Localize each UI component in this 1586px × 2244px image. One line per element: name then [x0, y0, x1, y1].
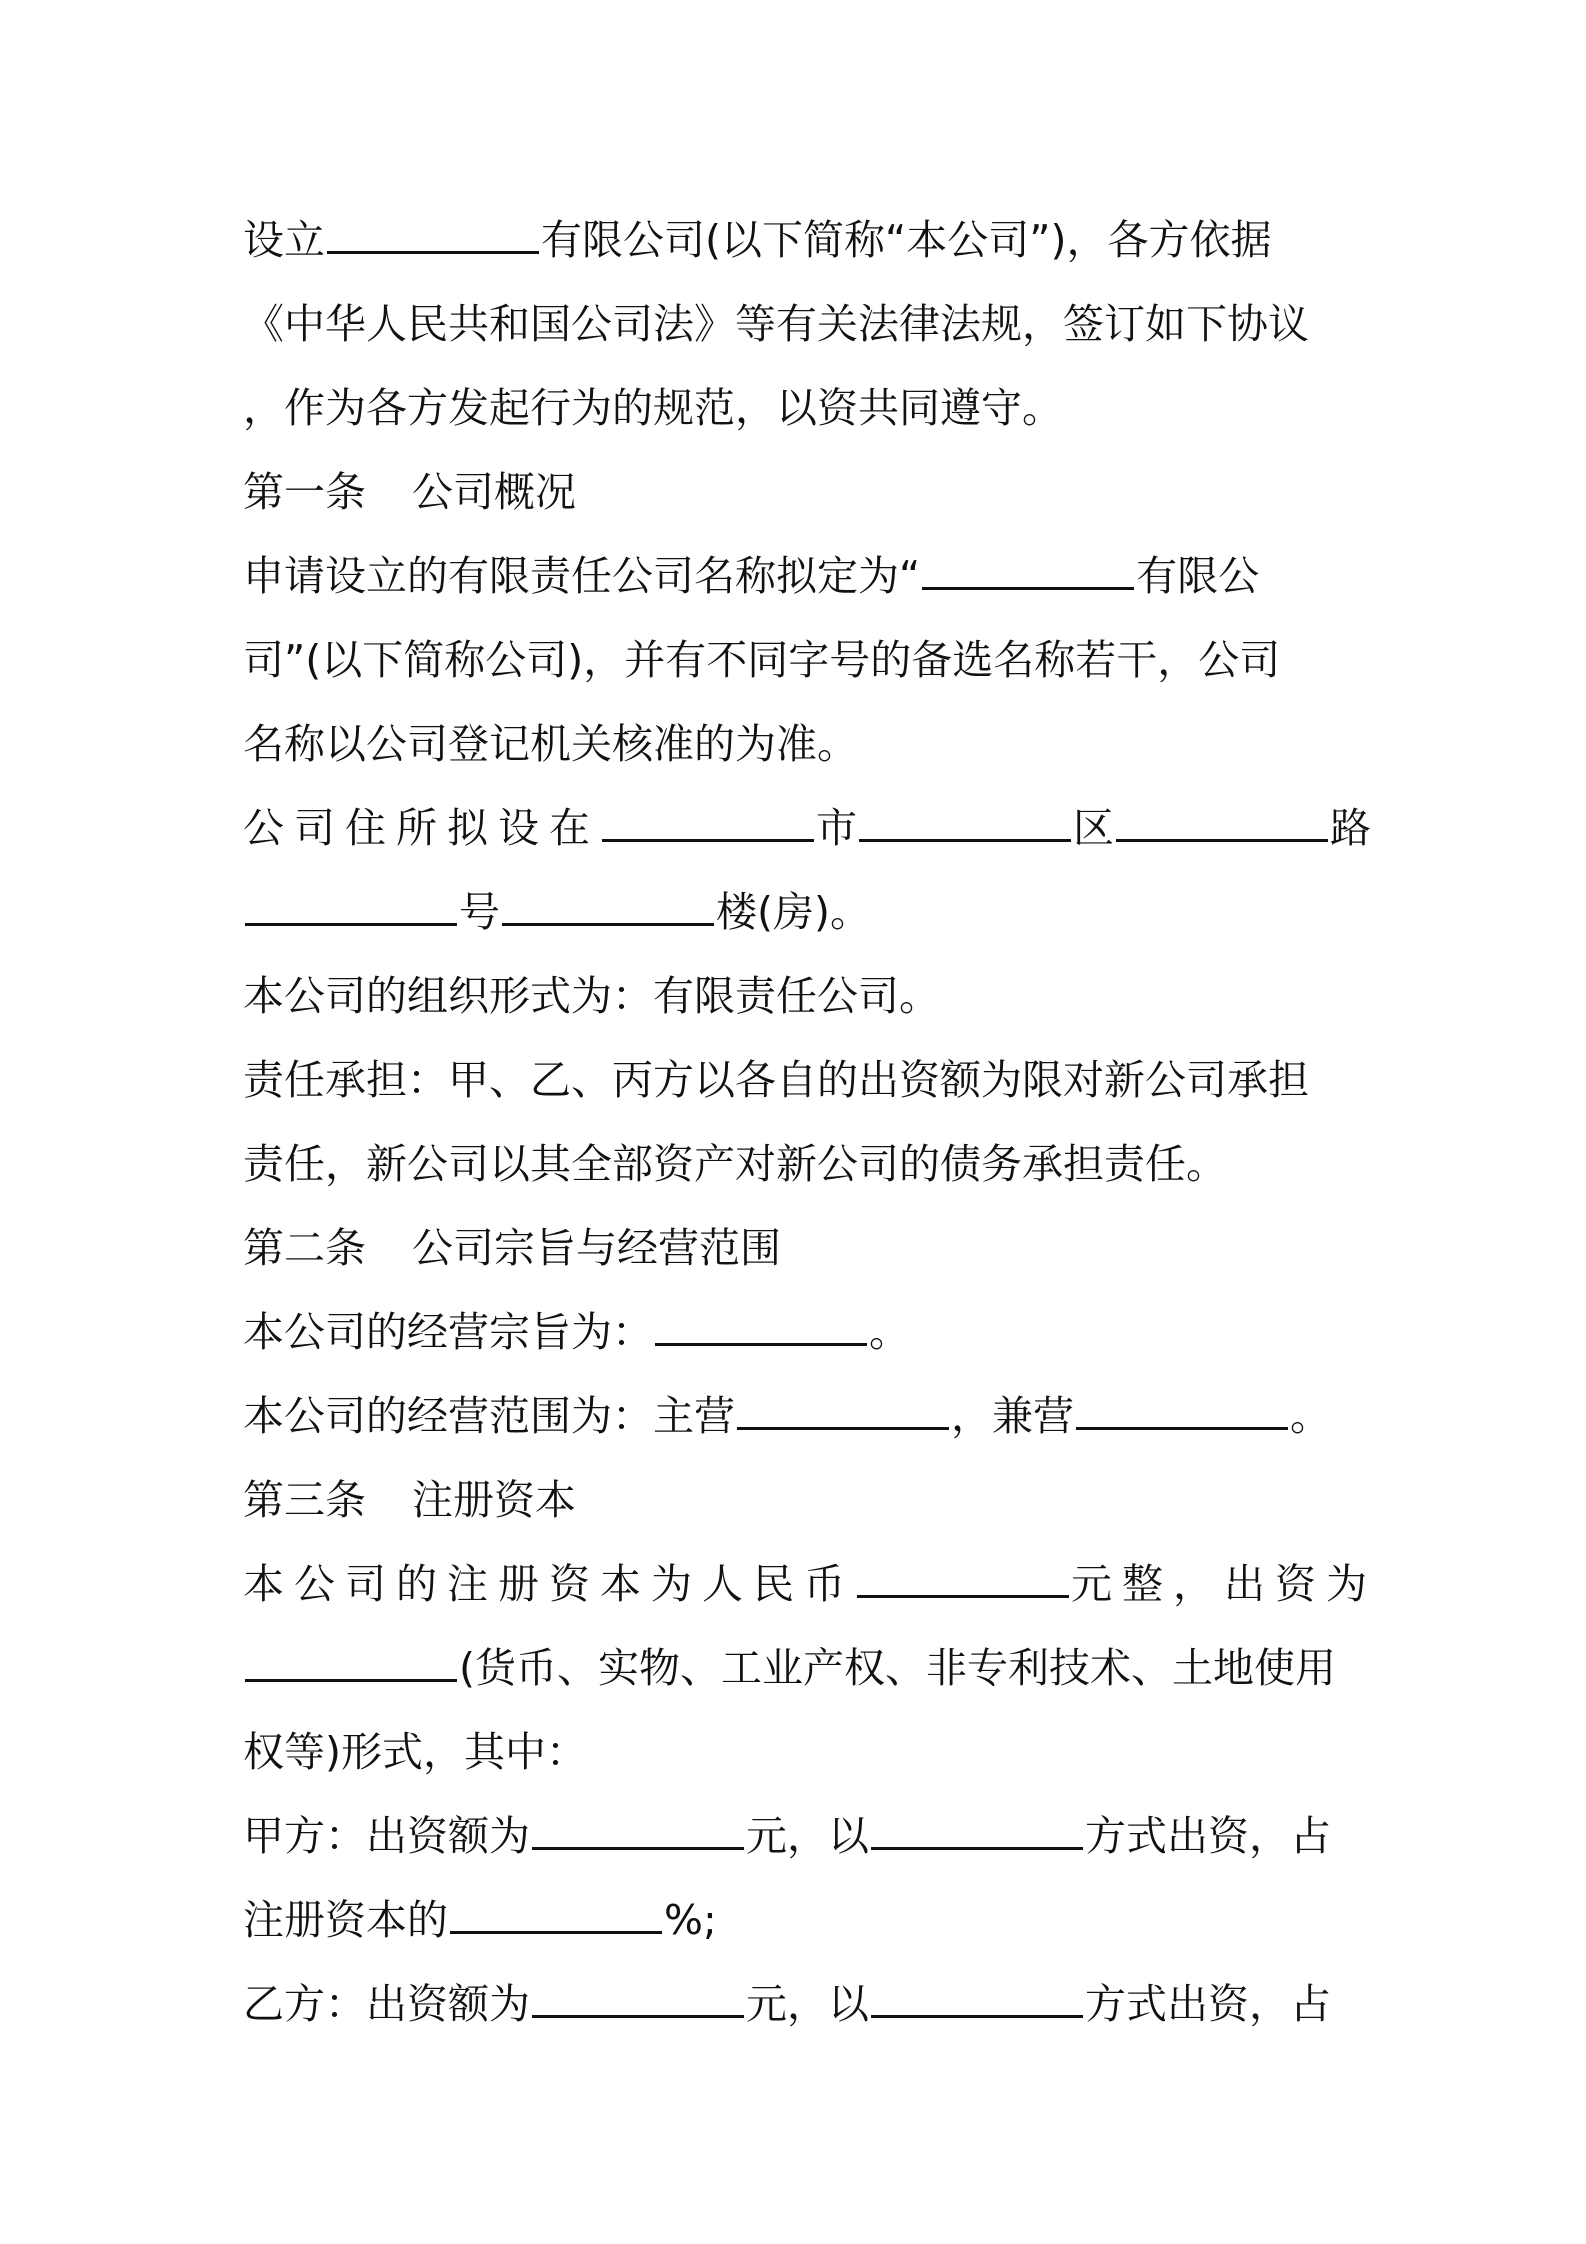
- main-business-blank: [737, 1391, 949, 1430]
- party-a-percent-blank: [450, 1895, 662, 1934]
- art1-name-line-2: 司”(以下简称公司)，并有不同字号的备选名称若干，公司: [243, 636, 1281, 684]
- contribution-form-blank: [245, 1643, 457, 1682]
- art1-name-line-1: 申请设立的有限责任公司名称拟定为“ 有限公: [243, 552, 1260, 600]
- art3-capital-line-2: (货币、实物、工业产权、非专利技术、土地使用: [243, 1626, 1353, 1710]
- document-page: [243, 198, 1377, 2046]
- capital-amount-blank: [857, 1559, 1069, 1598]
- side-business-blank: [1076, 1391, 1288, 1430]
- purpose-blank: [655, 1307, 867, 1346]
- art2-purpose: 本公司的经营宗旨为： 。: [243, 1308, 910, 1356]
- proposed-name-blank: [922, 551, 1134, 590]
- company-name-blank: [327, 215, 539, 254]
- intro-line-3: ，作为各方发起行为的规范，以资共同遵守。: [243, 384, 1063, 432]
- party-b-line-1: 乙方：出资额为 元，以 方式出资，占: [243, 1980, 1331, 2028]
- art1-liability-line-1: 责任承担：甲、乙、丙方以各自的出资额为限对新公司承担: [243, 1056, 1309, 1104]
- article-2-heading: 第二条 公司宗旨与经营范围: [243, 1224, 781, 1272]
- city-blank: [602, 803, 814, 842]
- intro-line-1: 设立 有限公司(以下简称“本公司”)，各方依据: [243, 216, 1272, 264]
- district-blank: [859, 803, 1071, 842]
- art2-scope: 本公司的经营范围为：主营 ，兼营 。: [243, 1392, 1331, 1440]
- number-blank: [245, 887, 457, 926]
- art1-address-line-1: 公司住所拟设在 市 区 路: [243, 804, 1371, 852]
- road-blank: [1116, 803, 1328, 842]
- article-1-heading: 第一条 公司概况: [243, 468, 576, 516]
- party-a-line-1: 甲方：出资额为 元，以 方式出资，占: [243, 1812, 1331, 1860]
- party-b-amount-blank: [532, 1979, 744, 2018]
- art3-capital-line-1: 本公司的注册资本为人民币 元整，出资为: [243, 1560, 1377, 1608]
- article-3-heading: 第三条 注册资本: [243, 1476, 576, 1524]
- art1-name-line-3: 名称以公司登记机关核准的为准。: [243, 720, 858, 768]
- party-a-amount-blank: [532, 1811, 744, 1850]
- intro-line-2: 《中华人民共和国公司法》等有关法律法规，签订如下协议: [243, 300, 1309, 348]
- party-b-method-blank: [871, 1979, 1083, 2018]
- art1-address-line-2: 号 楼(房)。: [243, 870, 1353, 954]
- art3-capital-line-3: 权等)形式，其中：: [243, 1728, 587, 1776]
- art1-form: 本公司的组织形式为：有限责任公司。: [243, 972, 940, 1020]
- party-a-method-blank: [871, 1811, 1083, 1850]
- art1-liability-line-2: 责任，新公司以其全部资产对新公司的债务承担责任。: [243, 1140, 1227, 1188]
- party-a-line-2: 注册资本的 %;: [243, 1896, 717, 1944]
- floor-blank: [502, 887, 714, 926]
